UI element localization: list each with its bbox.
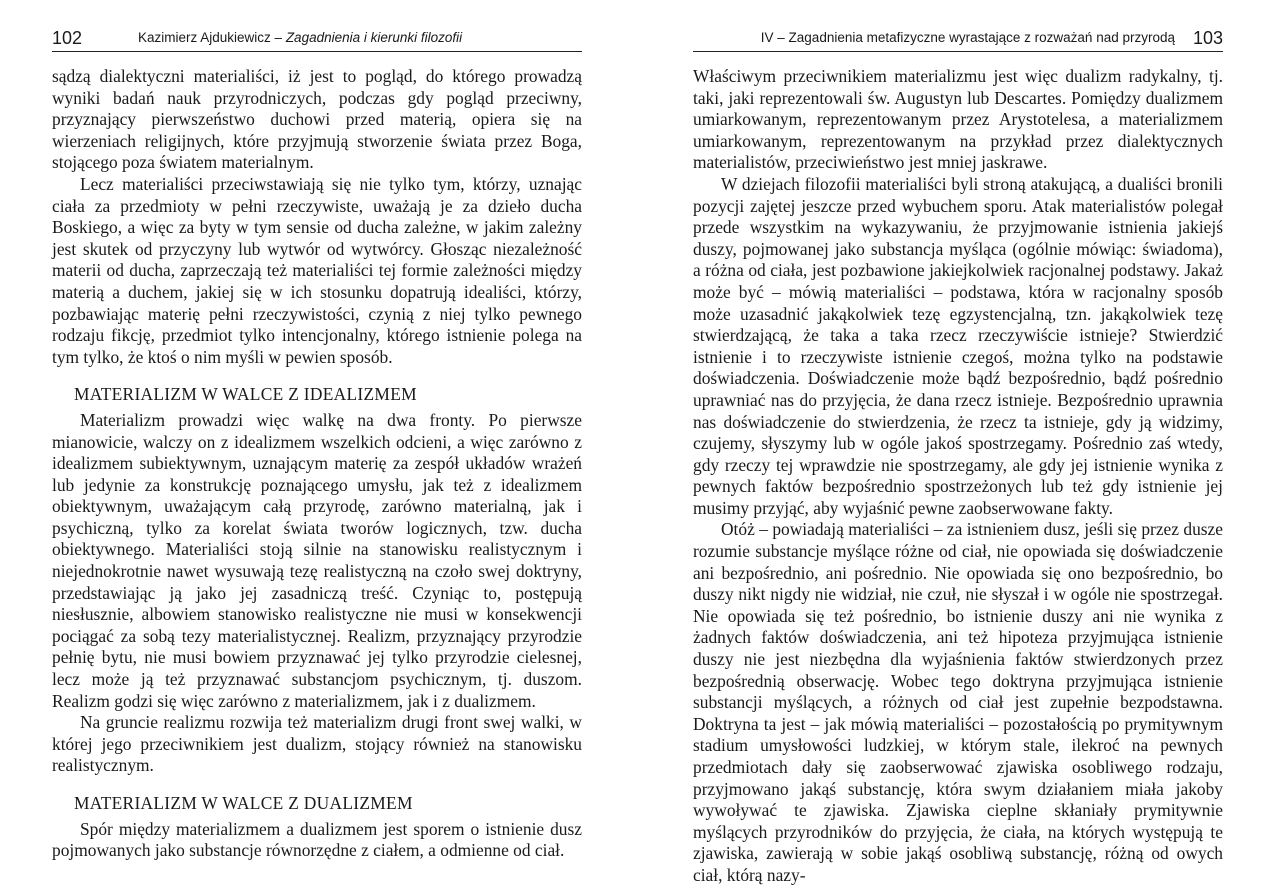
section-heading: MATERIALIZM W WALCE Z IDEALIZMEM (74, 384, 417, 405)
running-head-chapter: IV – Zagadnienia metafizyczne wyrastające z rozważań nad przyrodą (760, 30, 1175, 45)
paragraph: Właściwym przeciwnikiem materializmu jest więc dualizm radykalny, tj. taki, jaki reprezentowali św. Augustyn lub Descartes. Pomiędzy dualizmem umiarkowanym, reprezentowanym przez Arystotelesa, a materializmem umiarkowanym, reprezentowanym na przykład przez dialektycznych materialistów, przeciwieństwo jest mniej jaskrawe. (693, 66, 1223, 173)
section-heading: MATERIALIZM W WALCE Z DUALIZMEM (74, 793, 413, 813)
right-page (631, 0, 1263, 893)
paragraph: Lecz materialiści przeciwstawiają się nie tylko tym, którzy, uznając ciała za przedmioty w pełni rzeczywiste, uważają je za dzieło ducha Boskiego, a więc za byty w tym sensie od ducha zależne, w jakim zależny jest skutek od przyczyny lub wytwór od wytwórcy. Głosząc niezależność materii od ducha, zaprzeczają też materialiści tej formie zależności między materią a duchem, jakiej się w ich stosunku dopatrują idealiści, którzy, pozbawiając materię pełni rzeczywistości, czynią z niej tylko pewnego rodzaju fikcję, przedmiot tylko intencjonalny, którego istnienie polega na tym tylko, że ktoś o nim myśli w pewien sposób. (52, 173, 582, 367)
paragraph: W dziejach filozofii materialiści byli stroną atakującą, a dualiści bronili pozycji zajętej jeszcze przed wybuchem sporu. Atak materialistów polegał przede wszystkim na wykazywaniu, że przyjmowanie istnienia jakiejś duszy, pojmowanej jako substancja myśląca (ogólnie mówiąc: świadoma), a różna od ciała, jest pozbawione jakiejkolwiek racjonalnej podstawy. Jakaż może być – mówią materialiści – podstawa, która w racjonalny sposób może uzasadnić jakąkolwiek tezę egzystencjalną, tzn. jakąkolwiek tezę stwierdzającą, że taka a taka rzecz rzeczywiście istnieje? Stwierdzić istnienie i to rzeczywiste istnienie czegoś, można tylko na podstawie doświadczenia. Doświadczenie może bądź bezpośrednio, bądź pośrednio uprawniać nas do przyjęcia, że dana rzecz istnieje. Bezpośrednio uprawnia nas doświadczenie do stwierdzenia, że rzecz ta istnieje, gdy ją widzimy, czujemy, słyszymy lub w ogóle jakoś spostrzegamy. Pośrednio zaś wtedy, gdy rzeczy tej wprawdzie nie spostrzegamy, ale gdy jej istnienie wynika z pewnych faktów bezpośrednio spostrzeżonych lub też gdy istnienie jej musimy przyjąć, aby wyjaśnić pewne zaobserwowane fakty. (693, 173, 1223, 518)
paragraph: Spór między materializmem a dualizmem jest sporem o istnienie dusz pojmowanych jako substancje równorzędne z ciałem, a odmienne od ciał. (52, 818, 582, 861)
running-head-author: Kazimierz Ajdukiewicz – (138, 30, 286, 45)
paragraph: sądzą dialektyczni materialiści, iż jest to pogląd, do którego prowadzą wyniki badań nauk przyrodniczych, podczas gdy pogląd przeciwny, przyznający pierwszeństwo duchowi przed materią, opiera się na wierzeniach religijnych, które przyjmują stworzenie świata przez Boga, stojącego poza światem materialnym. (52, 66, 582, 173)
running-head-right (693, 28, 1223, 52)
left-text-column (52, 66, 582, 862)
running-head-title-left (138, 27, 462, 49)
page-number-right: 103 (1192, 28, 1223, 48)
left-page (0, 0, 631, 893)
running-head-book-title: Zagadnienia i kierunki filozofii (285, 30, 463, 45)
running-head-left (52, 28, 582, 52)
paragraph: Na gruncie realizmu rozwija też materializm drugi front swej walki, w której jego przeciwnikiem jest dualizm, stojący również na stanowisku realistycznym. (52, 712, 582, 776)
page-number-left: 102 (52, 28, 83, 48)
right-text-column (693, 66, 1223, 887)
paragraph: Materializm prowadzi więc walkę na dwa fronty. Po pierwsze mianowicie, walczy on z idealizmem wszelkich odcieni, a więc zarówno z idealizmem subiektywnym, uznającym materię za zespół układów wrażeń lub jedynie za konstrukcję poznającego umysłu, jak też z idealizmem obiektywnym, uważającym całą przyrodę, zarówno materialną, jak i psychiczną, tylko za korelat świata tworów logicznych, tzw. ducha obiektywnego. Materialiści stoją silnie na stanowisku realistycznym i niejednokrotnie nawet wysuwają tezę realistyczną na czoło swej doktryny, przedstawiając ją jako jej zasadniczą treść. Czyniąc to, postępują niesłusznie, albowiem stanowisko realistyczne nie musi w konsekwencji pociągać za sobą tezy materialistycznej. Realizm, przyznający przyrodzie pełnię bytu, nie musi bowiem przyznawać jej tylko przyrodzie cielesnej, lecz może ją też przyznawać substancjom psychicznym, tj. duszom. Realizm godzi się więc zarówno z materializmem, jak i z dualizmem. (52, 409, 582, 711)
paragraph: Otóż – powiadają materialiści – za istnieniem dusz, jeśli się przez dusze rozumie substancje myślące różne od ciał, nie opowiada się doświadczenie ani bezpośrednio, ani pośrednio. Nie opowiada się ono bezpośrednio, bo duszy nikt nigdy nie widział, nie czuł, nie słyszał i w ogóle nie spostrzegał. Nie opowiada się też pośrednio, bo istnienie duszy ani nie wynika z żadnych faktów doświadczenia, ani też hipoteza przyjmująca istnienie duszy nie jest niezbędna dla wyjaśnienia faktów stwierdzonych przez bezpośrednią obserwację. Wobec tego doktryna przyjmująca istnienie substancji myślących, a różnych od ciał jest zupełnie bezpodstawna. Doktryna ta jest – jak mówią materialiści – pozostałością po prymitywnym stadium umysłowości ludzkiej, w którym stale, ilekroć na pewnych przedmiotach dały się zaobserwować zjawiska osobliwego rodzaju, przyjmowano jakąś substancję, która swym działaniem miała jakoby wywoływać te zjawiska. Zjawiska cieplne skłaniały prymitywnie myślących przyrodników do przyjęcia, że ciała, na których występują te zjawiska, zawierają w sobie jakąś osobliwą substancję, różną od owych ciał, którą nazy- (693, 519, 1223, 885)
